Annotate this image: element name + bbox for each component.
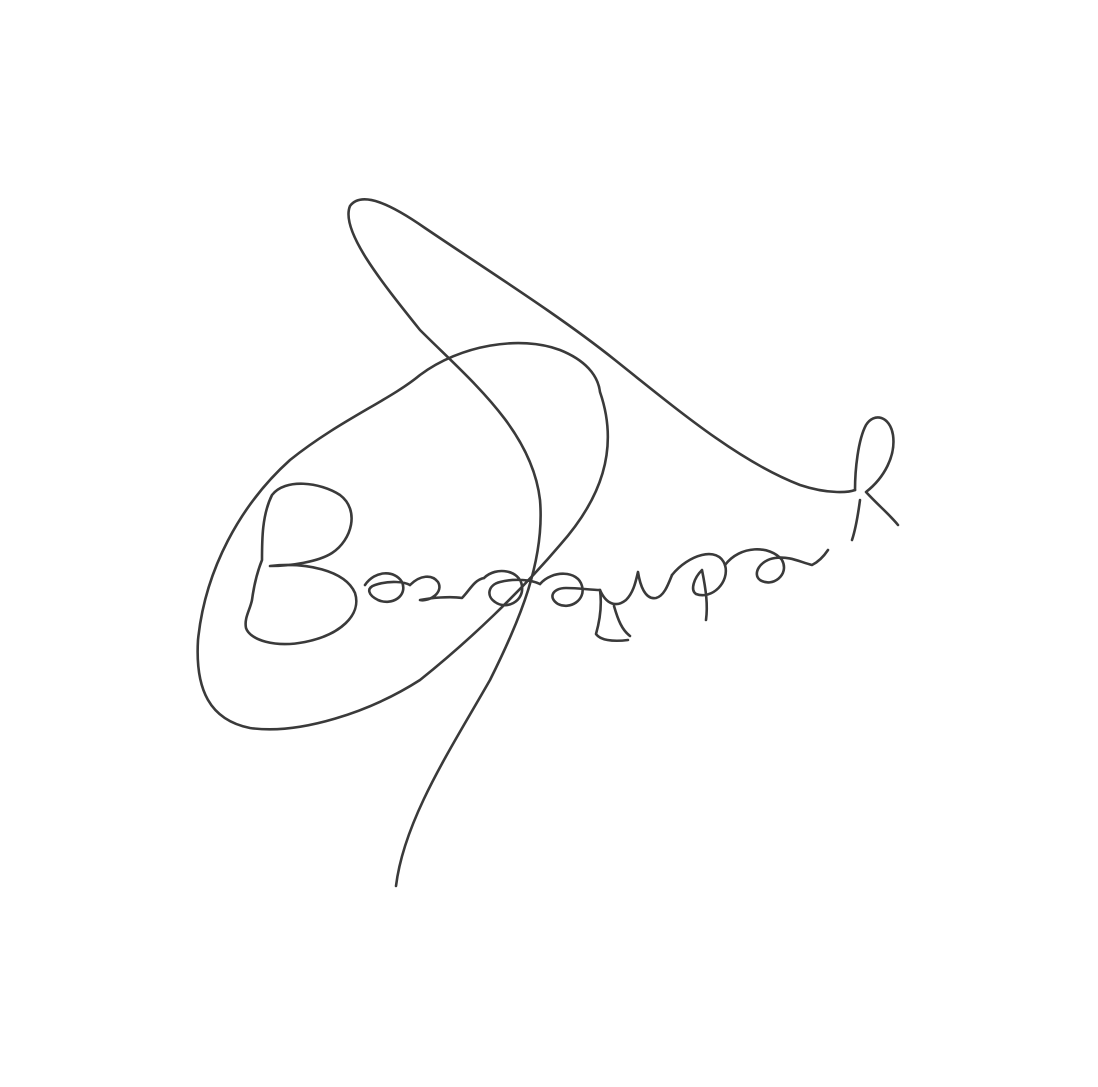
signature-letter-a	[725, 549, 828, 582]
signature-letters-rs	[410, 577, 484, 601]
signature-letter-p	[672, 554, 726, 620]
signature-main-flourish	[348, 199, 855, 886]
signature-q-hook	[614, 606, 630, 636]
signature-letter-k	[852, 417, 898, 540]
signature-letter-o	[365, 573, 410, 601]
signature-letter-b	[246, 484, 357, 644]
signature-oval-loop	[198, 343, 608, 729]
signature-ink	[198, 199, 898, 886]
signature-letter-u	[600, 572, 672, 604]
